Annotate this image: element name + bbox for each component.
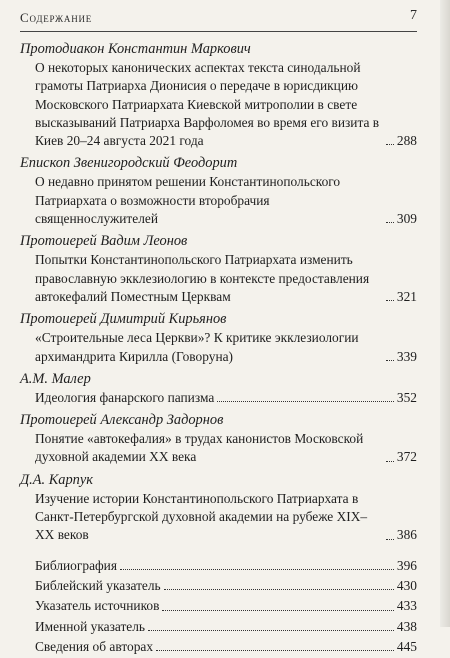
entry-item[interactable]: [20, 490, 417, 545]
back-matter-item[interactable]: [20, 577, 417, 595]
back-matter-title: Библейский указатель: [35, 577, 161, 593]
entry-author: Протоиерей Димитрий Кирьянов: [20, 311, 227, 328]
toc-entry: [20, 471, 417, 545]
back-matter-title: Сведения об авторах: [35, 638, 154, 654]
entry-title: Идеология фанарского папизма: [35, 389, 215, 405]
toc-entry: [20, 370, 417, 407]
dot-leader: [156, 650, 394, 651]
section-spacer: [20, 549, 417, 557]
entry-author: Протоиерей Александр Задорнов: [20, 412, 224, 429]
running-header-title: Содержание: [20, 10, 93, 25]
dot-leader: [120, 569, 394, 570]
entry-page: 309: [396, 211, 417, 227]
entry-item[interactable]: [20, 329, 417, 366]
entry-title: Понятие «автокефалия» в трудах канонистов Московской духовной академии XX века: [35, 431, 364, 465]
running-header: [20, 8, 417, 30]
entry-item[interactable]: [20, 251, 417, 306]
dot-leader: [148, 630, 394, 631]
back-matter-title: Указатель источников: [35, 598, 160, 614]
entry-page: 372: [396, 449, 417, 465]
entry-title: «Строительные леса Церкви»? К критике экклезиологии архимандрита Кирилла (Говоруна): [35, 330, 359, 364]
entry-item[interactable]: [20, 59, 417, 150]
dot-leader: [386, 300, 394, 301]
back-matter-item[interactable]: [20, 597, 417, 615]
toc-entry: [20, 232, 417, 306]
back-matter-page: 396: [396, 557, 417, 573]
back-matter-item[interactable]: [20, 638, 417, 656]
entry-item[interactable]: [20, 389, 417, 407]
dot-leader: [217, 401, 394, 402]
entry-page: 321: [396, 288, 417, 304]
entry-title: Попытки Константинопольского Патриархата изменить православную экклезиологию в контексте предоставления автокефалий Поместным Церквам: [35, 252, 370, 304]
entry-title: О некоторых канонических аспектах текста синодальной грамоты Патриарха Дионисия о передаче в юрисдикцию Московского Патриархата Киевской митрополии в свете высказываний Патриарха Варфоломея во время его визита в Киев 20–24 августа 2021 года: [35, 60, 380, 149]
entry-author: Протодиакон Константин Маркович: [20, 41, 251, 57]
back-matter-title: Библиография: [35, 557, 118, 573]
back-matter-title: Именной указатель: [35, 618, 146, 634]
back-matter-page: 433: [396, 598, 417, 614]
back-matter-page: 438: [396, 618, 417, 634]
toc-entry: [20, 40, 417, 150]
entry-author: А.М. Малер: [20, 370, 91, 387]
back-matter-page: 430: [396, 577, 417, 593]
dot-leader: [164, 589, 394, 590]
toc-entry: [20, 411, 417, 467]
dot-leader: [386, 144, 394, 145]
entry-page: 352: [396, 389, 417, 405]
dot-leader: [386, 222, 394, 223]
table-of-contents: [20, 40, 417, 658]
entry-author: Епископ Звенигородский Феодорит: [20, 155, 238, 172]
dot-leader: [386, 539, 394, 540]
entry-author: Протоиерей Вадим Леонов: [20, 233, 188, 250]
dot-leader: [386, 461, 394, 462]
back-matter-item[interactable]: [20, 557, 417, 575]
toc-entry: [20, 154, 417, 228]
entry-item[interactable]: [20, 430, 417, 467]
entry-author: Д.А. Карпук: [20, 471, 94, 488]
entry-page: 288: [396, 133, 417, 149]
toc-entry: [20, 310, 417, 366]
entry-page: 339: [396, 348, 417, 364]
page-edge: [440, 0, 450, 627]
page-number: 7: [410, 8, 417, 23]
header-rule: [20, 31, 417, 32]
dot-leader: [386, 360, 394, 361]
dot-leader: [162, 610, 393, 611]
back-matter-page: 445: [396, 638, 417, 654]
entry-title: Изучение истории Константинопольского Патриархата в Санкт-Петербургской духовной академии на рубеже XIX–XX веков: [35, 490, 368, 543]
entry-title: О недавно принятом решении Константинопольского Патриархата о возможности второбрачия священнослужителей: [35, 174, 341, 227]
entry-item[interactable]: [20, 173, 417, 228]
entry-page: 386: [396, 527, 417, 543]
